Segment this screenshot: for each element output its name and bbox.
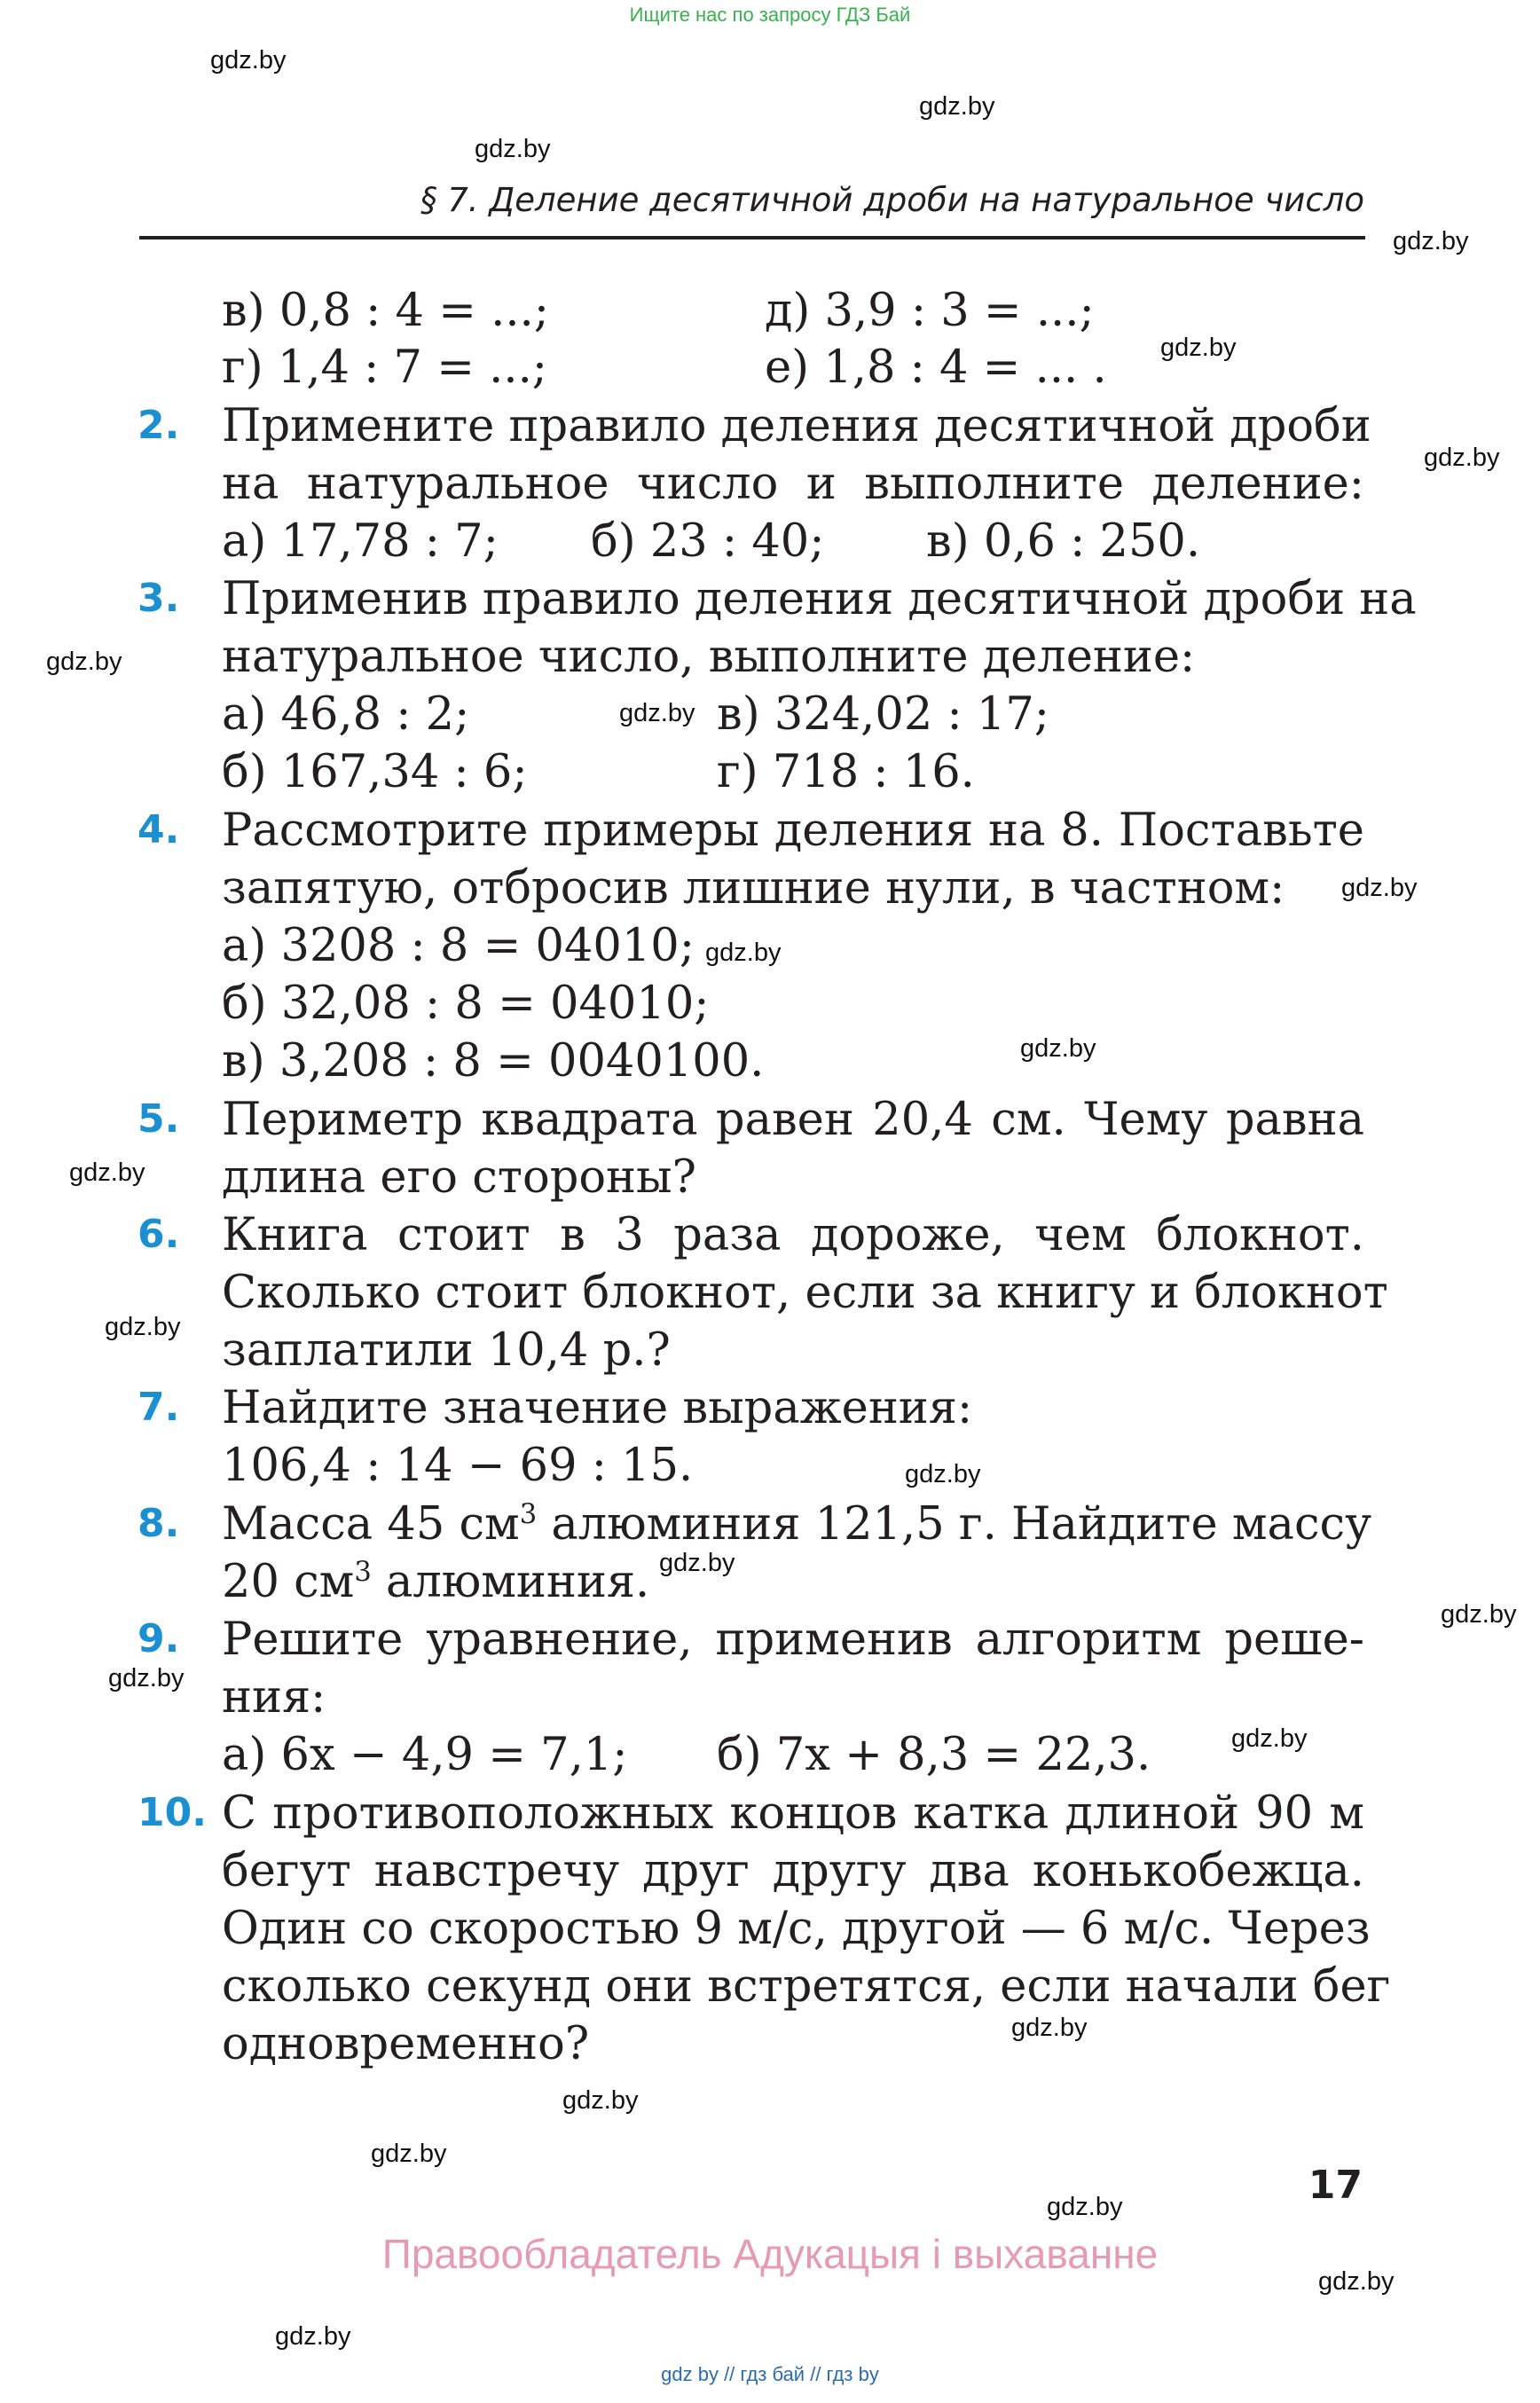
- watermark: gdz.by: [1047, 2193, 1123, 2221]
- example-line: а) 6x − 4,9 = 7,1;: [222, 1729, 628, 1781]
- exercise-text: длина его стороны?: [222, 1151, 696, 1204]
- watermark: gdz.by: [105, 1313, 181, 1341]
- watermark: gdz.by: [1318, 2267, 1395, 2296]
- exercise-text: на натуральное число и выполните деление:: [222, 458, 1364, 510]
- example-line: б) 32,08 : 8 = 04010;: [222, 978, 710, 1030]
- example-line: г) 718 : 16.: [717, 746, 975, 798]
- example-line: д) 3,9 : 3 = ...;: [765, 285, 1095, 337]
- exercise-text: Найдите значение выражения:: [222, 1382, 973, 1434]
- exercise-number: 6.: [138, 1212, 180, 1257]
- exercise-number: 8.: [138, 1501, 180, 1546]
- exercise-text: С противоположных концов катка длиной 90 м: [222, 1787, 1364, 1840]
- example-line: в) 3,208 : 8 = 0040100.: [222, 1035, 765, 1088]
- example-line: б) 7x + 8,3 = 22,3.: [717, 1729, 1151, 1781]
- exercise-text: 20 $см^3$ алюминия.: [222, 1556, 650, 1608]
- watermark: gdz.by: [705, 938, 782, 967]
- exercise-text: заплатили 10,4 р.?: [222, 1324, 671, 1377]
- example-line: а) 3208 : 8 = 04010;: [222, 920, 695, 972]
- watermark: gdz.by: [371, 2140, 447, 2168]
- example-line: г) 1,4 : 7 = ...;: [222, 342, 547, 394]
- watermark: gdz.by: [1011, 2014, 1088, 2042]
- exercise-text: Рассмотрите примеры деления на 8. Поставьте: [222, 805, 1364, 857]
- exercise-number: 7.: [138, 1385, 180, 1430]
- exercise-number: 10.: [138, 1790, 207, 1835]
- watermark: gdz.by: [46, 648, 122, 676]
- watermark: gdz.by: [619, 699, 695, 727]
- watermark: gdz.by: [1160, 334, 1237, 362]
- exercise-number: 5.: [138, 1096, 180, 1142]
- example-line: б) 23 : 40;: [591, 515, 825, 568]
- example-line: 106,4 : 14 − 69 : 15.: [222, 1440, 694, 1492]
- top-banner: Ищите нас по запросу ГДЗ Бай: [629, 4, 911, 26]
- watermark: gdz.by: [1424, 444, 1500, 472]
- exercise-text: Применив правило деления десятичной дроби на: [222, 573, 1417, 625]
- exercise-text: одновременно?: [222, 2018, 590, 2070]
- example-line: в) 324,02 : 17;: [717, 688, 1049, 741]
- watermark: gdz.by: [210, 46, 287, 75]
- watermark: gdz.by: [905, 1460, 981, 1488]
- exercise-text: Один со скоростью 9 м/с, другой — 6 м/с. Через: [222, 1903, 1371, 1955]
- watermark: gdz.by: [1393, 227, 1469, 255]
- watermark: gdz.by: [1341, 874, 1418, 902]
- exercise-text: Книга стоит в 3 раза дороже, чем блокнот.: [222, 1209, 1364, 1261]
- exercise-text: Решите уравнение, применив алгоритм реше-: [222, 1614, 1364, 1666]
- watermark: gdz.by: [275, 2322, 351, 2351]
- exercise-number: 2.: [138, 403, 180, 448]
- example-line: б) 167,34 : 6;: [222, 746, 528, 798]
- exercise-text: Периметр квадрата равен 20,4 см. Чему равна: [222, 1094, 1364, 1146]
- section-header: § 7. Деление десятичной дроби на натуральное число: [420, 181, 1364, 219]
- exercise-text: Масса 45 $см^3$ алюминия 121,5 г. Найдите массу: [222, 1498, 1372, 1551]
- exercise-number: 4.: [138, 807, 180, 852]
- exercise-text: натуральное число, выполните деление:: [222, 631, 1196, 683]
- watermark: gdz.by: [69, 1158, 145, 1187]
- footer-links[interactable]: gdz by // гдз бай // гдз by: [661, 2363, 879, 2385]
- watermark: gdz.by: [1231, 1724, 1308, 1753]
- exercise-number: 3.: [138, 576, 180, 621]
- watermark: gdz.by: [562, 2086, 639, 2115]
- exercise-text: Сколько стоит блокнот, если за книгу и блокнот: [222, 1267, 1388, 1319]
- watermark: gdz.by: [659, 1549, 735, 1577]
- watermark: gdz.by: [475, 135, 551, 163]
- exercise-text: бегут навстречу друг другу два конькобежца.: [222, 1845, 1364, 1897]
- watermark: gdz.by: [919, 92, 995, 121]
- watermark: gdz.by: [1020, 1034, 1096, 1063]
- watermark: gdz.by: [108, 1664, 185, 1692]
- exercise-text: сколько секунд они встретятся, если начали бег: [222, 1960, 1391, 2013]
- example-line: е) 1,8 : 4 = ... .: [765, 342, 1107, 394]
- example-line: в) 0,8 : 4 = ...;: [222, 285, 549, 337]
- header-rule: [139, 236, 1365, 240]
- copyright-notice: Правообладатель Адукацыя і выхаванне: [381, 2231, 1159, 2277]
- example-line: в) 0,6 : 250.: [926, 515, 1201, 568]
- example-line: а) 46,8 : 2;: [222, 688, 470, 741]
- page-number: 17: [1308, 2163, 1363, 2208]
- exercise-text: запятую, отбросив лишние нули, в частном:: [222, 862, 1285, 915]
- exercise-text: ния:: [222, 1671, 326, 1724]
- exercise-number: 9.: [138, 1616, 180, 1661]
- exercise-text: Примените правило деления десятичной дроби: [222, 400, 1371, 452]
- example-line: а) 17,78 : 7;: [222, 515, 499, 568]
- watermark: gdz.by: [1441, 1600, 1517, 1629]
